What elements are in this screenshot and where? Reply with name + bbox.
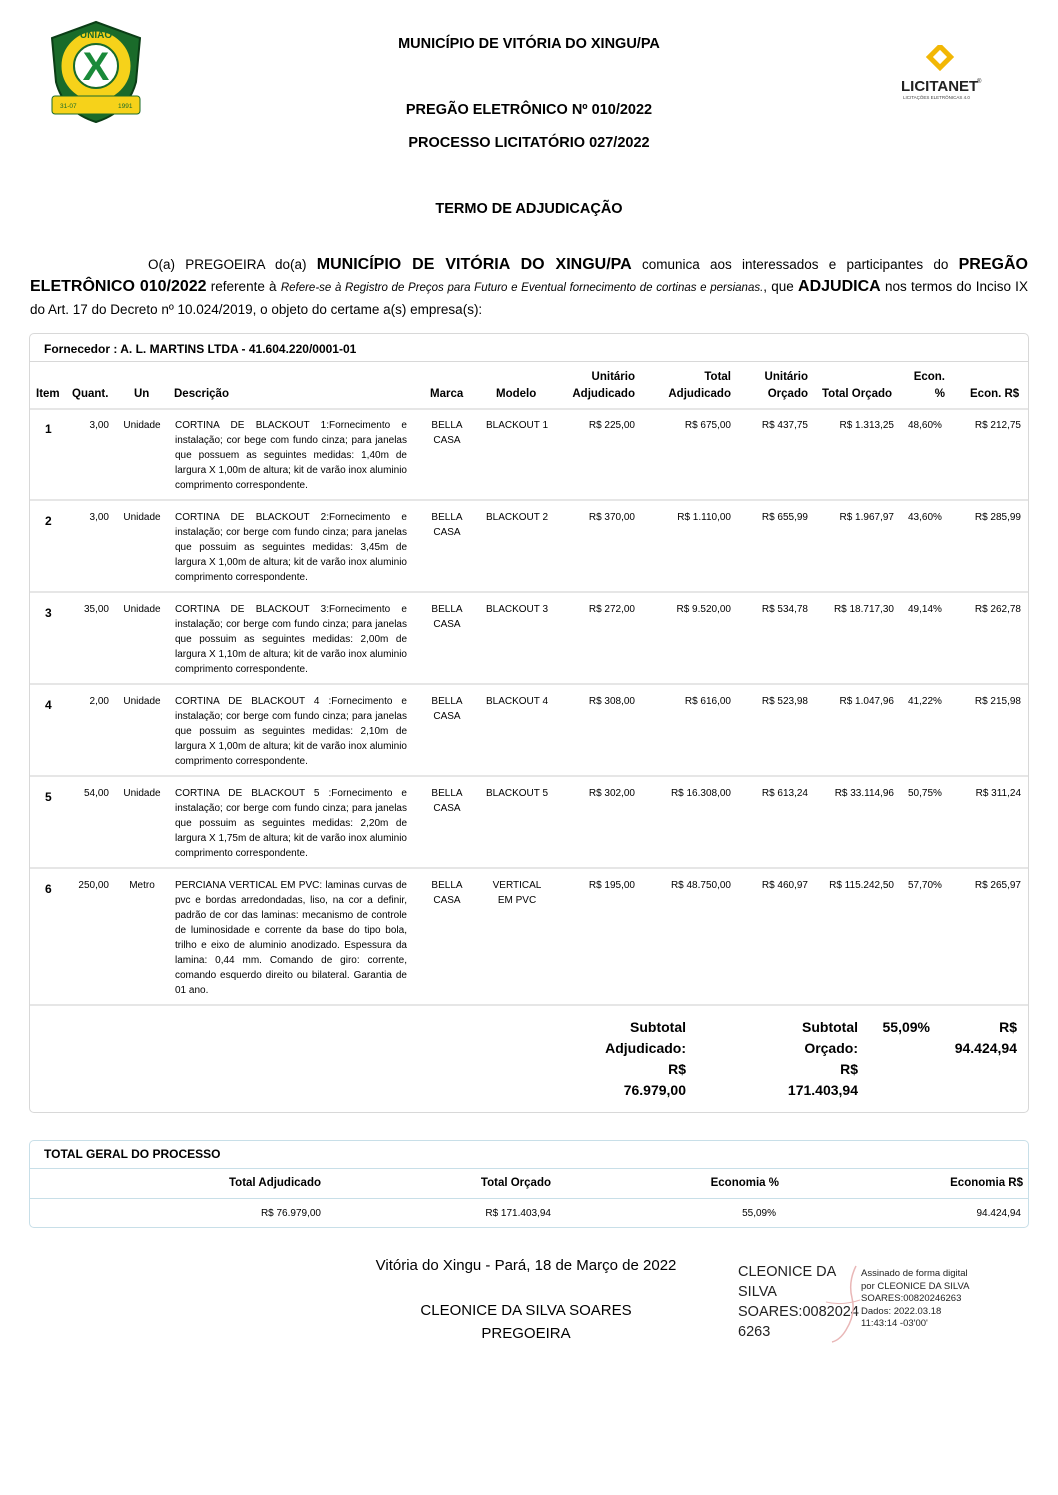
row-description: CORTINA DE BLACKOUT 2:Fornecimento e instalação; cor berge com fundo cinza; para janelas que possuim as seguintes medidas: 3,45m de largura X 1,00m de altura; kit de varão inox aluminio comprimento correspondente. xyxy=(175,512,407,583)
col-unit-adj: Unitário Adjudicado xyxy=(572,371,635,400)
row-unit-adjudicado: R$ 302,00 xyxy=(588,788,635,799)
row-brand: BELLA CASA xyxy=(431,788,463,814)
row-quantity: 2,00 xyxy=(89,696,109,707)
row-econ-pct: 49,14% xyxy=(908,604,942,615)
col-total-adj: Total Adjudicado xyxy=(668,371,731,400)
row-econ-rs: R$ 311,24 xyxy=(975,788,1021,799)
licitanet-mark: ® xyxy=(977,79,982,85)
signer-name: CLEONICE DA SILVA SOARES xyxy=(420,1302,632,1319)
logo-year-left: 31-07 xyxy=(60,103,77,110)
supplier-name: Fornecedor : A. L. MARTINS LTDA - 41.604.220/0001-01 xyxy=(44,342,357,356)
col-marca: Marca xyxy=(430,388,464,400)
row-model: BLACKOUT 5 xyxy=(485,788,549,799)
licitanet-tagline: LICITAÇÕES ELETRÔNICAS 4.0 xyxy=(903,95,970,100)
row-econ-pct: 50,75% xyxy=(908,788,942,799)
row-econ-pct: 41,22% xyxy=(908,696,942,707)
row-unit-orcado: R$ 613,24 xyxy=(761,788,808,799)
row-item-number: 4 xyxy=(45,698,52,712)
row-unit-adjudicado: R$ 308,00 xyxy=(588,696,635,707)
row-divider xyxy=(30,775,1028,777)
row-item-number: 2 xyxy=(45,514,52,528)
row-description: CORTINA DE BLACKOUT 1:Fornecimento e instalação; cor bege com fundo cinza; para janelas que possuem as seguintes medidas: 1,40m de largura X 1,00m de altura; kit de varão inox aluminio comprimento correspondente. xyxy=(175,420,407,491)
row-econ-pct: 57,70% xyxy=(908,880,942,891)
total-pct-value: 55,09% xyxy=(742,1208,776,1219)
row-description: CORTINA DE BLACKOUT 4 :Fornecimento e instalação; cor berge com fundo cinza; para janelas que possuim as seguintes medidas: 2,10m de largura X 1,00m de altura; kit de varão inox aluminio comprimento correspondente. xyxy=(175,696,407,767)
col-item: Item xyxy=(36,388,60,400)
row-item-number: 3 xyxy=(45,606,52,620)
row-brand: BELLA CASA xyxy=(431,512,463,538)
row-unit-adjudicado: R$ 225,00 xyxy=(588,420,635,431)
col-descricao: Descrição xyxy=(174,388,229,400)
intro-paragraph: O(a) PREGOEIRA do(a) MUNICÍPIO DE VITÓRIA DO XINGU/PA comunica aos interessados e participantes do PREGÃO ELETRÔNICO 010/2022 referente à Refere-se à Registro de Preços para Futuro e Eventual fornecimento de cortinas e persianas., que ADJUDICA nos termos do Inciso IX do Art. 17 do Decreto nº 10.024/2019, o objeto do certame a(s) empresa(s): xyxy=(30,256,1028,317)
row-unit-orcado: R$ 437,75 xyxy=(761,420,808,431)
row-item-number: 1 xyxy=(45,422,52,436)
subtotal-adjudicado: Subtotal Adjudicado: R$ 76.979,00 xyxy=(605,1019,686,1098)
row-total-adjudicado: R$ 48.750,00 xyxy=(670,880,731,891)
licitanet-logo xyxy=(897,45,987,101)
row-total-adjudicado: R$ 616,00 xyxy=(684,696,731,707)
row-quantity: 250,00 xyxy=(78,880,109,891)
row-total-orcado: R$ 18.717,30 xyxy=(833,604,894,615)
logo-letter: X xyxy=(82,45,110,89)
termo-title: TERMO DE ADJUDICAÇÃO xyxy=(435,201,623,217)
row-item-number: 6 xyxy=(45,882,52,896)
row-econ-rs: R$ 285,99 xyxy=(974,512,1021,523)
row-unit-adjudicado: R$ 195,00 xyxy=(588,880,635,891)
subtotal-econ: R$ 94.424,94 xyxy=(954,1019,1017,1056)
row-description: CORTINA DE BLACKOUT 3:Fornecimento e instalação; cor berge com fundo cinza; para janelas que possuim as seguintes medidas: 2,00m de largura X 1,10m de altura; kit de varão inox aluminio comprimento correspondente. xyxy=(175,604,407,675)
row-brand: BELLA CASA xyxy=(431,880,463,906)
row-unit-orcado: R$ 655,99 xyxy=(761,512,808,523)
row-total-orcado: R$ 1.313,25 xyxy=(839,420,894,431)
row-unit: Unidade xyxy=(123,788,161,799)
row-econ-rs: R$ 262,78 xyxy=(974,604,1021,615)
row-model: BLACKOUT 1 xyxy=(485,420,549,431)
row-unit-orcado: R$ 534,78 xyxy=(761,604,808,615)
row-unit: Unidade xyxy=(123,512,161,523)
digital-signature-info: Assinado de forma digital por CLEONICE DA SILVA SOARES:00820246263 Dados: 2022.03.18 11:43:14 -03'00' xyxy=(861,1268,970,1329)
row-description: CORTINA DE BLACKOUT 5 :Fornecimento e instalação; cor berge com fundo cinza; para janelas que possuim as seguintes medidas: 2,20m de largura X 1,75m de altura; kit de varão inox aluminio comprimento correspondente. xyxy=(175,788,407,859)
digital-signature-name: CLEONICE DA SILVA SOARES:0082024 6263 xyxy=(738,1264,859,1340)
col-un: Un xyxy=(134,388,150,400)
total-orc-header: Total Orçado xyxy=(480,1177,551,1189)
row-econ-pct: 48,60% xyxy=(908,420,942,431)
row-unit-orcado: R$ 523,98 xyxy=(761,696,808,707)
row-model: BLACKOUT 3 xyxy=(485,604,549,615)
row-brand: BELLA CASA xyxy=(431,604,463,630)
row-model: BLACKOUT 4 xyxy=(485,696,549,707)
row-total-adjudicado: R$ 1.110,00 xyxy=(677,512,731,523)
total-adj-header: Total Adjudicado xyxy=(229,1177,321,1189)
row-econ-rs: R$ 215,98 xyxy=(974,696,1021,707)
col-econ-rs: Econ. R$ xyxy=(970,388,1020,400)
row-unit: Metro xyxy=(129,880,155,891)
row-description: PERCIANA VERTICAL EM PVC: laminas curvas de pvc e bordas arredondadas, liso, na cor a definir, padrão de cor das laminas: mecanismo de controle de luminosidade e corrente da base do tipo bola, trilho e eixo de aluminio anodizado. Espessura da lamina: 0,44 mm. Comando de giro: corrente, comando esquerdo direito ou bilateral. Garantia de 01 ano. xyxy=(175,880,407,996)
row-divider xyxy=(30,499,1028,501)
row-divider xyxy=(30,1004,1028,1006)
row-unit: Unidade xyxy=(123,696,161,707)
row-total-orcado: R$ 33.114,96 xyxy=(834,788,894,799)
row-quantity: 35,00 xyxy=(83,604,109,615)
total-rs-header: Economia R$ xyxy=(950,1177,1023,1189)
col-econ-pct: Econ. % xyxy=(913,371,945,400)
row-total-adjudicado: R$ 675,00 xyxy=(684,420,731,431)
row-unit-adjudicado: R$ 370,00 xyxy=(588,512,635,523)
row-econ-rs: R$ 265,97 xyxy=(974,880,1021,891)
row-quantity: 3,00 xyxy=(89,512,109,523)
row-divider xyxy=(30,591,1028,593)
subtotal-pct: 55,09% xyxy=(882,1019,930,1035)
place-date: Vitória do Xingu - Pará, 18 de Março de 2022 xyxy=(375,1257,677,1274)
total-orc-value: R$ 171.403,94 xyxy=(485,1208,551,1219)
row-total-orcado: R$ 115.242,50 xyxy=(829,880,894,891)
total-geral-title: TOTAL GERAL DO PROCESSO xyxy=(44,1147,221,1161)
col-modelo: Modelo xyxy=(496,388,537,400)
row-model: BLACKOUT 2 xyxy=(485,512,549,523)
municipality-title: MUNICÍPIO DE VITÓRIA DO XINGU/PA xyxy=(398,36,660,52)
logo-year-right: 1991 xyxy=(118,103,133,110)
row-unit-adjudicado: R$ 272,00 xyxy=(588,604,635,615)
col-unit-orc: Unitário Orçado xyxy=(764,371,808,400)
row-unit: Unidade xyxy=(123,420,161,431)
pregao-title: PREGÃO ELETRÔNICO Nº 010/2022 xyxy=(405,102,653,118)
subtotal-orcado: Subtotal Orçado: R$ 171.403,94 xyxy=(787,1019,858,1098)
row-unit-orcado: R$ 460,97 xyxy=(761,880,808,891)
row-brand: BELLA CASA xyxy=(431,420,463,446)
row-item-number: 5 xyxy=(45,790,52,804)
row-total-adjudicado: R$ 16.308,00 xyxy=(670,788,731,799)
row-econ-rs: R$ 212,75 xyxy=(974,420,1021,431)
row-divider xyxy=(30,683,1028,685)
row-quantity: 54,00 xyxy=(83,788,109,799)
col-total-orc: Total Orçado xyxy=(822,388,893,400)
row-total-orcado: R$ 1.047,96 xyxy=(839,696,894,707)
row-quantity: 3,00 xyxy=(89,420,109,431)
row-unit: Unidade xyxy=(123,604,161,615)
processo-title: PROCESSO LICITATÓRIO 027/2022 xyxy=(408,135,650,151)
total-rs-value: 94.424,94 xyxy=(976,1208,1021,1219)
logo-top-text: UNIÃO xyxy=(79,30,113,41)
row-total-orcado: R$ 1.967,97 xyxy=(839,512,894,523)
licitanet-brand: LICITANET xyxy=(901,78,979,95)
col-quant: Quant. xyxy=(72,388,109,400)
row-econ-pct: 43,60% xyxy=(908,512,942,523)
total-adj-value: R$ 76.979,00 xyxy=(260,1208,321,1219)
total-pct-header: Economia % xyxy=(710,1177,779,1189)
row-total-adjudicado: R$ 9.520,00 xyxy=(676,604,731,615)
row-brand: BELLA CASA xyxy=(431,696,463,722)
row-model: VERTICAL EM PVC xyxy=(492,880,542,906)
row-divider xyxy=(30,867,1028,869)
signer-role: PREGOEIRA xyxy=(481,1325,571,1342)
